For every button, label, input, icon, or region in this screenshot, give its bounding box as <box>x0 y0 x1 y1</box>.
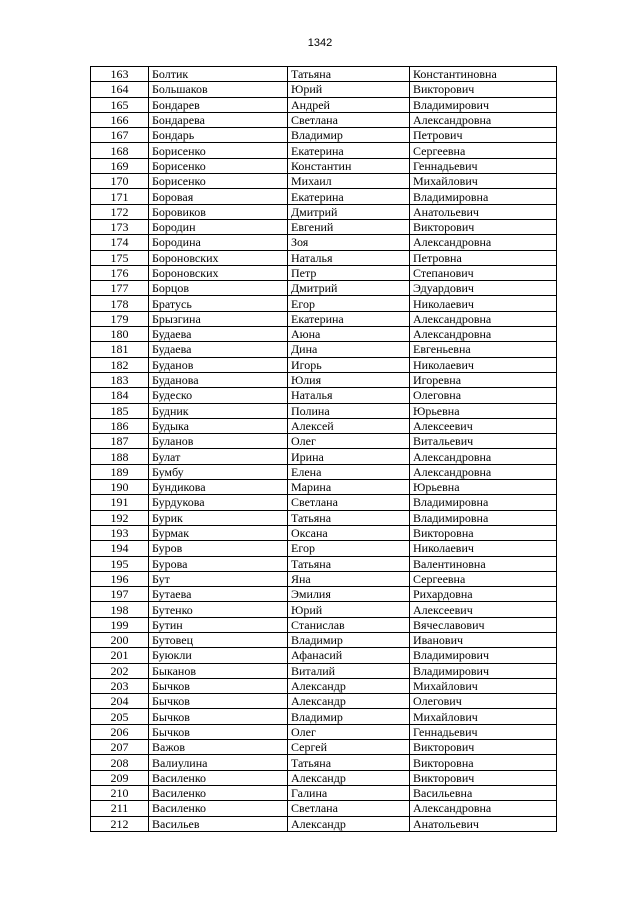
last-name-cell: Бурик <box>149 510 288 525</box>
table-row <box>91 327 557 342</box>
roster-table <box>90 66 557 832</box>
last-name-cell: Борцов <box>149 281 288 296</box>
row-number-cell: 163 <box>91 67 149 82</box>
last-name-cell: Бычков <box>149 724 288 739</box>
row-number-cell: 175 <box>91 250 149 265</box>
table-row <box>91 785 557 800</box>
table-row <box>91 740 557 755</box>
first-name-cell: Светлана <box>288 495 410 510</box>
table-row <box>91 602 557 617</box>
first-name-cell: Олег <box>288 724 410 739</box>
patronymic-cell: Вячеславович <box>410 617 557 632</box>
patronymic-cell: Юрьевна <box>410 403 557 418</box>
patronymic-cell: Викторович <box>410 82 557 97</box>
first-name-cell: Марина <box>288 480 410 495</box>
last-name-cell: Бондарь <box>149 128 288 143</box>
row-number-cell: 191 <box>91 495 149 510</box>
patronymic-cell: Константиновна <box>410 67 557 82</box>
row-number-cell: 183 <box>91 372 149 387</box>
first-name-cell: Петр <box>288 265 410 280</box>
patronymic-cell: Михайлович <box>410 709 557 724</box>
first-name-cell: Юрий <box>288 82 410 97</box>
table-row <box>91 770 557 785</box>
last-name-cell: Важов <box>149 740 288 755</box>
row-number-cell: 201 <box>91 648 149 663</box>
table-row <box>91 235 557 250</box>
row-number-cell: 186 <box>91 418 149 433</box>
last-name-cell: Бутенко <box>149 602 288 617</box>
first-name-cell: Аюна <box>288 327 410 342</box>
last-name-cell: Бутовец <box>149 632 288 647</box>
last-name-cell: Бородин <box>149 219 288 234</box>
first-name-cell: Полина <box>288 403 410 418</box>
table-row <box>91 709 557 724</box>
patronymic-cell: Владимировна <box>410 189 557 204</box>
row-number-cell: 178 <box>91 296 149 311</box>
last-name-cell: Будаева <box>149 327 288 342</box>
table-row <box>91 480 557 495</box>
row-number-cell: 206 <box>91 724 149 739</box>
row-number-cell: 185 <box>91 403 149 418</box>
last-name-cell: Боровая <box>149 189 288 204</box>
table-row <box>91 755 557 770</box>
first-name-cell: Дина <box>288 342 410 357</box>
patronymic-cell: Владимирович <box>410 663 557 678</box>
table-row <box>91 158 557 173</box>
patronymic-cell: Викторович <box>410 770 557 785</box>
patronymic-cell: Анатольевич <box>410 816 557 831</box>
patronymic-cell: Викторович <box>410 219 557 234</box>
first-name-cell: Егор <box>288 296 410 311</box>
table-row <box>91 250 557 265</box>
last-name-cell: Братусь <box>149 296 288 311</box>
row-number-cell: 202 <box>91 663 149 678</box>
first-name-cell: Елена <box>288 464 410 479</box>
row-number-cell: 211 <box>91 801 149 816</box>
table-row <box>91 495 557 510</box>
row-number-cell: 209 <box>91 770 149 785</box>
row-number-cell: 190 <box>91 480 149 495</box>
last-name-cell: Брызгина <box>149 311 288 326</box>
row-number-cell: 189 <box>91 464 149 479</box>
row-number-cell: 194 <box>91 541 149 556</box>
patronymic-cell: Олегович <box>410 694 557 709</box>
patronymic-cell: Александровна <box>410 464 557 479</box>
patronymic-cell: Геннадьевич <box>410 158 557 173</box>
last-name-cell: Буюкли <box>149 648 288 663</box>
last-name-cell: Василенко <box>149 770 288 785</box>
patronymic-cell: Александровна <box>410 112 557 127</box>
table-row <box>91 296 557 311</box>
last-name-cell: Быканов <box>149 663 288 678</box>
first-name-cell: Константин <box>288 158 410 173</box>
first-name-cell: Михаил <box>288 174 410 189</box>
row-number-cell: 174 <box>91 235 149 250</box>
patronymic-cell: Николаевич <box>410 357 557 372</box>
patronymic-cell: Евгеньевна <box>410 342 557 357</box>
first-name-cell: Олег <box>288 434 410 449</box>
row-number-cell: 205 <box>91 709 149 724</box>
row-number-cell: 166 <box>91 112 149 127</box>
first-name-cell: Владимир <box>288 128 410 143</box>
first-name-cell: Владимир <box>288 632 410 647</box>
table-row <box>91 418 557 433</box>
table-row <box>91 342 557 357</box>
table-row <box>91 388 557 403</box>
first-name-cell: Галина <box>288 785 410 800</box>
last-name-cell: Бычков <box>149 678 288 693</box>
table-row <box>91 556 557 571</box>
first-name-cell: Наталья <box>288 250 410 265</box>
patronymic-cell: Викторовна <box>410 525 557 540</box>
first-name-cell: Игорь <box>288 357 410 372</box>
first-name-cell: Ирина <box>288 449 410 464</box>
table-row <box>91 265 557 280</box>
row-number-cell: 210 <box>91 785 149 800</box>
table-row <box>91 648 557 663</box>
row-number-cell: 203 <box>91 678 149 693</box>
first-name-cell: Александр <box>288 816 410 831</box>
row-number-cell: 192 <box>91 510 149 525</box>
table-row <box>91 694 557 709</box>
first-name-cell: Виталий <box>288 663 410 678</box>
patronymic-cell: Александровна <box>410 311 557 326</box>
patronymic-cell: Викторовна <box>410 755 557 770</box>
first-name-cell: Яна <box>288 571 410 586</box>
last-name-cell: Болтик <box>149 67 288 82</box>
patronymic-cell: Владимирович <box>410 97 557 112</box>
table-row <box>91 434 557 449</box>
row-number-cell: 196 <box>91 571 149 586</box>
row-number-cell: 171 <box>91 189 149 204</box>
table-row <box>91 525 557 540</box>
patronymic-cell: Анатольевич <box>410 204 557 219</box>
patronymic-cell: Сергеевна <box>410 571 557 586</box>
table-row <box>91 632 557 647</box>
table-row <box>91 801 557 816</box>
last-name-cell: Василенко <box>149 785 288 800</box>
table-row <box>91 219 557 234</box>
table-row <box>91 678 557 693</box>
patronymic-cell: Алексеевич <box>410 602 557 617</box>
last-name-cell: Буданова <box>149 372 288 387</box>
table-row <box>91 174 557 189</box>
patronymic-cell: Александровна <box>410 449 557 464</box>
first-name-cell: Светлана <box>288 801 410 816</box>
row-number-cell: 184 <box>91 388 149 403</box>
first-name-cell: Афанасий <box>288 648 410 663</box>
roster-body <box>91 67 557 832</box>
first-name-cell: Светлана <box>288 112 410 127</box>
table-row <box>91 816 557 831</box>
last-name-cell: Борисенко <box>149 174 288 189</box>
first-name-cell: Татьяна <box>288 67 410 82</box>
table-row <box>91 372 557 387</box>
first-name-cell: Юрий <box>288 602 410 617</box>
row-number-cell: 208 <box>91 755 149 770</box>
last-name-cell: Бурдукова <box>149 495 288 510</box>
first-name-cell: Татьяна <box>288 556 410 571</box>
table-row <box>91 67 557 82</box>
first-name-cell: Евгений <box>288 219 410 234</box>
row-number-cell: 197 <box>91 587 149 602</box>
patronymic-cell: Александровна <box>410 327 557 342</box>
patronymic-cell: Игоревна <box>410 372 557 387</box>
row-number-cell: 164 <box>91 82 149 97</box>
last-name-cell: Бондарев <box>149 97 288 112</box>
last-name-cell: Бурова <box>149 556 288 571</box>
patronymic-cell: Николаевич <box>410 296 557 311</box>
first-name-cell: Андрей <box>288 97 410 112</box>
table-row <box>91 510 557 525</box>
table-row <box>91 82 557 97</box>
patronymic-cell: Сергеевна <box>410 143 557 158</box>
last-name-cell: Буданов <box>149 357 288 372</box>
patronymic-cell: Викторович <box>410 740 557 755</box>
first-name-cell: Станислав <box>288 617 410 632</box>
page-number: 1342 <box>307 37 333 49</box>
patronymic-cell: Витальевич <box>410 434 557 449</box>
last-name-cell: Бутин <box>149 617 288 632</box>
table-row <box>91 311 557 326</box>
patronymic-cell: Валентиновна <box>410 556 557 571</box>
last-name-cell: Бычков <box>149 709 288 724</box>
table-row <box>91 357 557 372</box>
patronymic-cell: Васильевна <box>410 785 557 800</box>
last-name-cell: Бутаева <box>149 587 288 602</box>
first-name-cell: Дмитрий <box>288 204 410 219</box>
table-row <box>91 571 557 586</box>
patronymic-cell: Петровна <box>410 250 557 265</box>
last-name-cell: Буров <box>149 541 288 556</box>
row-number-cell: 207 <box>91 740 149 755</box>
first-name-cell: Алексей <box>288 418 410 433</box>
first-name-cell: Наталья <box>288 388 410 403</box>
row-number-cell: 182 <box>91 357 149 372</box>
row-number-cell: 177 <box>91 281 149 296</box>
row-number-cell: 180 <box>91 327 149 342</box>
last-name-cell: Будаева <box>149 342 288 357</box>
patronymic-cell: Алексеевич <box>410 418 557 433</box>
patronymic-cell: Юрьевна <box>410 480 557 495</box>
first-name-cell: Эмилия <box>288 587 410 602</box>
row-number-cell: 195 <box>91 556 149 571</box>
patronymic-cell: Геннадьевич <box>410 724 557 739</box>
first-name-cell: Александр <box>288 694 410 709</box>
first-name-cell: Оксана <box>288 525 410 540</box>
last-name-cell: Бородина <box>149 235 288 250</box>
row-number-cell: 188 <box>91 449 149 464</box>
row-number-cell: 179 <box>91 311 149 326</box>
table-row <box>91 189 557 204</box>
table-row <box>91 587 557 602</box>
patronymic-cell: Иванович <box>410 632 557 647</box>
table-row <box>91 403 557 418</box>
patronymic-cell: Олеговна <box>410 388 557 403</box>
table-row <box>91 449 557 464</box>
row-number-cell: 176 <box>91 265 149 280</box>
last-name-cell: Будыка <box>149 418 288 433</box>
row-number-cell: 165 <box>91 97 149 112</box>
first-name-cell: Александр <box>288 770 410 785</box>
first-name-cell: Дмитрий <box>288 281 410 296</box>
first-name-cell: Екатерина <box>288 189 410 204</box>
row-number-cell: 199 <box>91 617 149 632</box>
last-name-cell: Боровиков <box>149 204 288 219</box>
last-name-cell: Бурмак <box>149 525 288 540</box>
first-name-cell: Зоя <box>288 235 410 250</box>
row-number-cell: 172 <box>91 204 149 219</box>
last-name-cell: Бороновских <box>149 250 288 265</box>
table-row <box>91 663 557 678</box>
patronymic-cell: Владимирович <box>410 648 557 663</box>
row-number-cell: 212 <box>91 816 149 831</box>
row-number-cell: 181 <box>91 342 149 357</box>
patronymic-cell: Рихардовна <box>410 587 557 602</box>
patronymic-cell: Владимировна <box>410 510 557 525</box>
patronymic-cell: Владимировна <box>410 495 557 510</box>
last-name-cell: Буланов <box>149 434 288 449</box>
row-number-cell: 167 <box>91 128 149 143</box>
first-name-cell: Татьяна <box>288 755 410 770</box>
last-name-cell: Бычков <box>149 694 288 709</box>
last-name-cell: Будеско <box>149 388 288 403</box>
last-name-cell: Васильев <box>149 816 288 831</box>
patronymic-cell: Михайлович <box>410 678 557 693</box>
table-row <box>91 281 557 296</box>
last-name-cell: Будник <box>149 403 288 418</box>
table-row <box>91 204 557 219</box>
table-row <box>91 128 557 143</box>
last-name-cell: Бут <box>149 571 288 586</box>
table-row <box>91 617 557 632</box>
table-row <box>91 97 557 112</box>
last-name-cell: Бондарева <box>149 112 288 127</box>
first-name-cell: Владимир <box>288 709 410 724</box>
patronymic-cell: Александровна <box>410 235 557 250</box>
last-name-cell: Бороновских <box>149 265 288 280</box>
last-name-cell: Валиулина <box>149 755 288 770</box>
row-number-cell: 173 <box>91 219 149 234</box>
table-row <box>91 724 557 739</box>
patronymic-cell: Эдуардович <box>410 281 557 296</box>
row-number-cell: 193 <box>91 525 149 540</box>
last-name-cell: Булат <box>149 449 288 464</box>
last-name-cell: Бундикова <box>149 480 288 495</box>
table-row <box>91 464 557 479</box>
patronymic-cell: Степанович <box>410 265 557 280</box>
row-number-cell: 170 <box>91 174 149 189</box>
last-name-cell: Борисенко <box>149 143 288 158</box>
table-row <box>91 143 557 158</box>
table-row <box>91 541 557 556</box>
last-name-cell: Большаков <box>149 82 288 97</box>
first-name-cell: Екатерина <box>288 143 410 158</box>
patronymic-cell: Николаевич <box>410 541 557 556</box>
last-name-cell: Борисенко <box>149 158 288 173</box>
first-name-cell: Сергей <box>288 740 410 755</box>
first-name-cell: Екатерина <box>288 311 410 326</box>
row-number-cell: 200 <box>91 632 149 647</box>
patronymic-cell: Михайлович <box>410 174 557 189</box>
first-name-cell: Александр <box>288 678 410 693</box>
row-number-cell: 187 <box>91 434 149 449</box>
row-number-cell: 198 <box>91 602 149 617</box>
table-row <box>91 112 557 127</box>
last-name-cell: Бумбу <box>149 464 288 479</box>
row-number-cell: 204 <box>91 694 149 709</box>
first-name-cell: Юлия <box>288 372 410 387</box>
row-number-cell: 169 <box>91 158 149 173</box>
patronymic-cell: Петрович <box>410 128 557 143</box>
patronymic-cell: Александровна <box>410 801 557 816</box>
first-name-cell: Татьяна <box>288 510 410 525</box>
row-number-cell: 168 <box>91 143 149 158</box>
last-name-cell: Василенко <box>149 801 288 816</box>
first-name-cell: Егор <box>288 541 410 556</box>
